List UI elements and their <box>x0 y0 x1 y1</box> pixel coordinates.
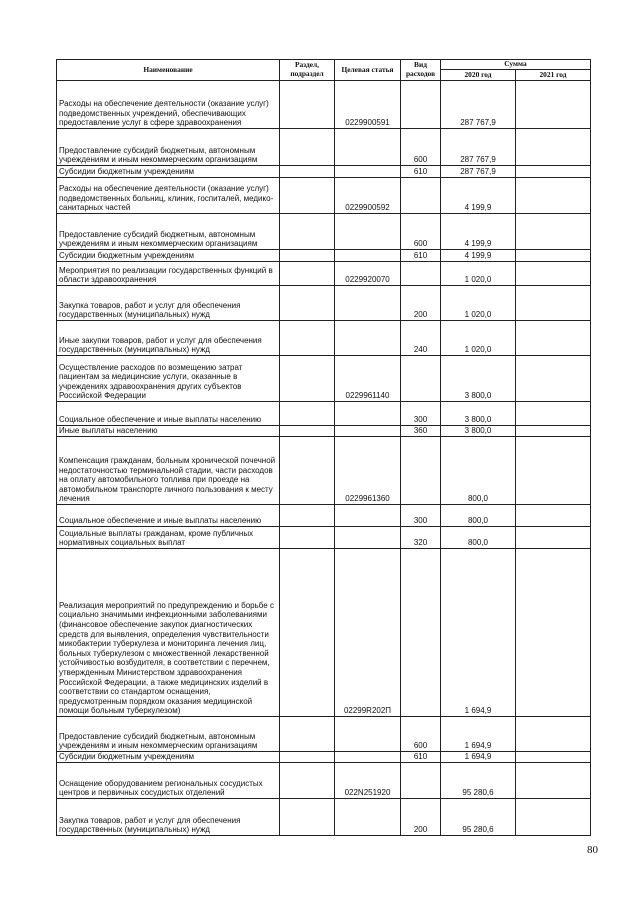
row-target <box>335 129 401 166</box>
row-name: Иные выплаты населению <box>57 426 280 437</box>
row-amount-2020: 1 020,0 <box>441 262 516 286</box>
row-type: 610 <box>401 250 441 262</box>
row-target: 0229920070 <box>335 262 401 286</box>
row-section <box>280 356 335 402</box>
row-type: 600 <box>401 129 441 166</box>
row-section <box>280 286 335 321</box>
row-target: 0229961360 <box>335 437 401 505</box>
row-section <box>280 214 335 250</box>
row-amount-2020: 4 199,9 <box>441 178 516 214</box>
row-section <box>280 178 335 214</box>
row-section <box>280 717 335 752</box>
row-name: Иные закупки товаров, работ и услуг для обеспечения государственных (муниципальных) нужд <box>57 321 280 356</box>
table-row <box>57 426 591 437</box>
row-name: Социальное обеспечение и иные выплаты населению <box>57 402 280 426</box>
row-section <box>280 81 335 129</box>
row-target <box>335 402 401 426</box>
row-amount-2020: 287 767,9 <box>441 81 516 129</box>
row-name: Субсидии бюджетным учреждениям <box>57 166 280 178</box>
row-amount-2021 <box>516 166 591 178</box>
row-target <box>335 250 401 262</box>
row-type: 610 <box>401 752 441 763</box>
row-amount-2020: 287 767,9 <box>441 166 516 178</box>
row-amount-2021 <box>516 178 591 214</box>
row-section <box>280 527 335 549</box>
row-name: Осуществление расходов по возмещению затрат пациентам за медицинские услуги, оказанные в учреждениях здравоохранения других субъектов Российской Федерации <box>57 356 280 402</box>
header-year-2020: 2020 год <box>441 70 516 81</box>
row-name: Мероприятия по реализации государственных функций в области здравоохранения <box>57 262 280 286</box>
row-amount-2021 <box>516 717 591 752</box>
row-amount-2020: 800,0 <box>441 505 516 527</box>
page-number: 80 <box>587 844 598 856</box>
header-year-2021: 2021 год <box>516 70 591 81</box>
table-row <box>57 505 591 527</box>
row-amount-2020: 3 800,0 <box>441 356 516 402</box>
row-name: Расходы на обеспечение деятельности (оказание услуг) подведомственных больниц, клиник, госпиталей, медико-санитарных частей <box>57 178 280 214</box>
row-amount-2021 <box>516 426 591 437</box>
header-sum: Сумма <box>441 60 591 70</box>
row-type: 610 <box>401 166 441 178</box>
row-type <box>401 262 441 286</box>
table-row <box>57 752 591 763</box>
row-type: 200 <box>401 286 441 321</box>
row-name: Социальное обеспечение и иные выплаты населению <box>57 505 280 527</box>
table-row <box>57 763 591 799</box>
row-amount-2021 <box>516 402 591 426</box>
row-type: 200 <box>401 799 441 836</box>
row-target <box>335 752 401 763</box>
row-name: Компенсация гражданам, больным хронической почечной недостаточностью терминальной стадии, части расходов на оплату автомобильного топлива при проезде на автомобильном транспорте личного пользования к месту лечения <box>57 437 280 505</box>
row-amount-2021 <box>516 505 591 527</box>
row-amount-2021 <box>516 752 591 763</box>
table-row <box>57 262 591 286</box>
row-amount-2020: 4 199,9 <box>441 250 516 262</box>
row-type <box>401 437 441 505</box>
row-section <box>280 426 335 437</box>
row-amount-2021 <box>516 214 591 250</box>
row-amount-2020: 1 020,0 <box>441 286 516 321</box>
table-body <box>57 81 591 836</box>
row-amount-2020: 800,0 <box>441 527 516 549</box>
row-name: Субсидии бюджетным учреждениям <box>57 752 280 763</box>
row-type: 300 <box>401 402 441 426</box>
row-amount-2020: 1 694,9 <box>441 717 516 752</box>
row-target <box>335 426 401 437</box>
row-section <box>280 402 335 426</box>
table-row <box>57 250 591 262</box>
row-name: Субсидии бюджетным учреждениям <box>57 250 280 262</box>
header-section: Раздел, подраздел <box>280 60 335 81</box>
row-amount-2021 <box>516 250 591 262</box>
row-amount-2021 <box>516 763 591 799</box>
row-type: 320 <box>401 527 441 549</box>
row-section <box>280 129 335 166</box>
row-target <box>335 527 401 549</box>
row-section <box>280 166 335 178</box>
row-amount-2021 <box>516 81 591 129</box>
row-target: 0229900592 <box>335 178 401 214</box>
table-row <box>57 527 591 549</box>
row-section <box>280 799 335 836</box>
row-amount-2021 <box>516 129 591 166</box>
row-amount-2021 <box>516 356 591 402</box>
row-target <box>335 166 401 178</box>
table-row <box>57 437 591 505</box>
row-amount-2020: 3 800,0 <box>441 402 516 426</box>
row-name: Социальные выплаты гражданам, кроме публичных нормативных социальных выплат <box>57 527 280 549</box>
table-row <box>57 402 591 426</box>
table-header <box>57 60 591 81</box>
row-type <box>401 549 441 717</box>
row-name: Оснащение оборудованием региональных сосудистых центров и первичных сосудистых отделений <box>57 763 280 799</box>
row-target: 0229900591 <box>335 81 401 129</box>
table-row <box>57 214 591 250</box>
row-section <box>280 763 335 799</box>
row-type: 300 <box>401 505 441 527</box>
table-row <box>57 356 591 402</box>
row-name: Расходы на обеспечение деятельности (оказание услуг) подведомственных учреждений, обеспечивающих предоставление услуг в сфере здравоохранения <box>57 81 280 129</box>
row-amount-2021 <box>516 549 591 717</box>
row-type <box>401 178 441 214</box>
header-type: Вид расходов <box>401 60 441 81</box>
row-section <box>280 262 335 286</box>
row-target: 022N251920 <box>335 763 401 799</box>
row-amount-2020: 95 280,6 <box>441 763 516 799</box>
row-amount-2020: 3 800,0 <box>441 426 516 437</box>
row-name: Предоставление субсидий бюджетным, автономным учреждениям и иным некоммерческим организациям <box>57 129 280 166</box>
row-type: 600 <box>401 717 441 752</box>
table-row <box>57 166 591 178</box>
row-type <box>401 356 441 402</box>
row-section <box>280 437 335 505</box>
row-amount-2020: 1 694,9 <box>441 549 516 717</box>
row-target: 0229961140 <box>335 356 401 402</box>
row-target: 02299R202П <box>335 549 401 717</box>
row-name: Закупка товаров, работ и услуг для обеспечения государственных (муниципальных) нужд <box>57 799 280 836</box>
row-type: 600 <box>401 214 441 250</box>
row-section <box>280 752 335 763</box>
row-target <box>335 799 401 836</box>
row-section <box>280 505 335 527</box>
budget-table <box>56 59 591 836</box>
row-amount-2020: 4 199,9 <box>441 214 516 250</box>
row-section <box>280 250 335 262</box>
row-type <box>401 81 441 129</box>
table-row <box>57 799 591 836</box>
row-target <box>335 286 401 321</box>
row-type: 360 <box>401 426 441 437</box>
row-name: Предоставление субсидий бюджетным, автономным учреждениям и иным некоммерческим организациям <box>57 214 280 250</box>
row-type: 240 <box>401 321 441 356</box>
row-target <box>335 321 401 356</box>
row-amount-2020: 800,0 <box>441 437 516 505</box>
row-type <box>401 763 441 799</box>
header-target: Целевая статья <box>335 60 401 81</box>
row-target <box>335 214 401 250</box>
row-name: Реализация мероприятий по предупреждению и борьбе с социально значимыми инфекционными заболеваниями (финансовое обеспечение закупок диагностических средств для выявления, определения чувствительности микобактерии туберкулеза и мониторинга лечения лиц, больных туберкулезом с множественной лекарственной устойчивостью возбудителя, в соответствии с перечнем, утвержденным Министерством здравоохранения Российской Федерации, а также медицинских изделий в соответствии со стандартом оснащения, предусмотренным порядком оказания медицинской помощи больным туберкулезом) <box>57 549 280 717</box>
row-name: Закупка товаров, работ и услуг для обеспечения государственных (муниципальных) нужд <box>57 286 280 321</box>
row-target <box>335 717 401 752</box>
table-row <box>57 286 591 321</box>
header-name: Наименование <box>57 60 280 81</box>
table-row <box>57 321 591 356</box>
row-amount-2021 <box>516 286 591 321</box>
row-amount-2021 <box>516 321 591 356</box>
row-amount-2020: 1 020,0 <box>441 321 516 356</box>
row-amount-2020: 95 280,6 <box>441 799 516 836</box>
row-amount-2021 <box>516 527 591 549</box>
table-row <box>57 549 591 717</box>
table-row <box>57 129 591 166</box>
row-amount-2021 <box>516 262 591 286</box>
row-section <box>280 549 335 717</box>
row-amount-2021 <box>516 799 591 836</box>
row-amount-2020: 287 767,9 <box>441 129 516 166</box>
row-amount-2021 <box>516 437 591 505</box>
row-amount-2020: 1 694,9 <box>441 752 516 763</box>
row-target <box>335 505 401 527</box>
table-row <box>57 178 591 214</box>
table-row <box>57 81 591 129</box>
row-name: Предоставление субсидий бюджетным, автономным учреждениям и иным некоммерческим организациям <box>57 717 280 752</box>
row-section <box>280 321 335 356</box>
table-row <box>57 717 591 752</box>
